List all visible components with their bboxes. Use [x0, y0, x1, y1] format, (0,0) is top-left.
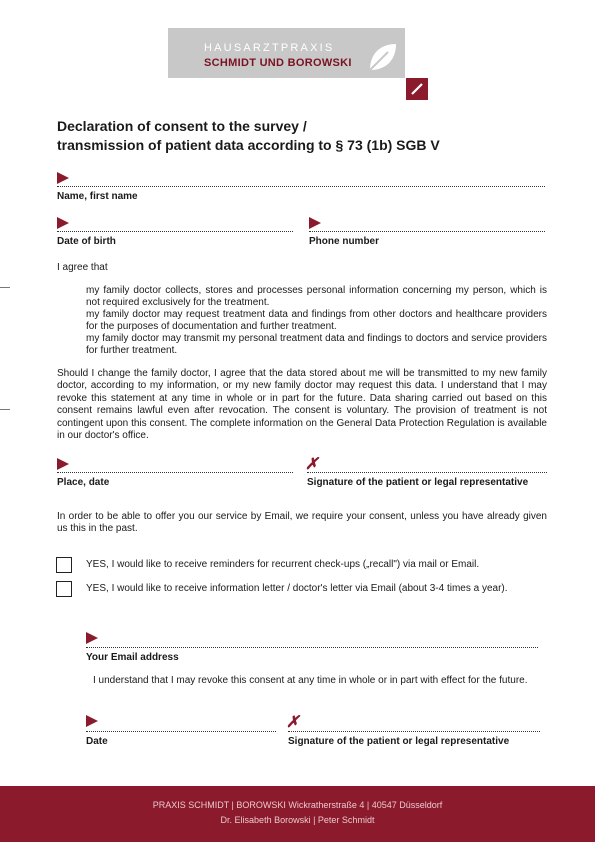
email-input-line[interactable] — [86, 647, 538, 648]
leaf-icon — [366, 40, 400, 74]
consent-item-2: my family doctor may request treatment data and findings from other doctors and healthcare providers for the purposes of documentation and further treatment. — [86, 309, 547, 333]
place-date-label: Place, date — [57, 477, 110, 488]
field-marker-icon — [86, 715, 98, 727]
signature2-input-line[interactable] — [288, 731, 540, 732]
recall-checkbox[interactable] — [56, 557, 72, 573]
signature2-label: Signature of the patient or legal representative — [288, 736, 510, 747]
place-date-input-line[interactable] — [57, 472, 293, 473]
consent-paragraph: Should I change the family doctor, I agree that the data stored about me will be transmitted to my new family doctor, according to my information, or my new family doctor may request this data. I understand that I may revoke this statement at any time in whole or in part for the future. Data sharing carried out based on this consent remains lawful even after revocation. The consent is voluntary. The provision of treatment is not contingent upon this consent. The complete information on the General Data Protection Regulation is available in our doctor's office. — [57, 368, 547, 442]
letter-option-text: YES, I would like to receive information letter / doctor's letter via Email (about 3-4 times a year). — [86, 583, 508, 594]
field-marker-icon — [86, 632, 98, 644]
fold-mark — [0, 409, 10, 410]
name-label: Name, first name — [57, 191, 138, 202]
logo-line-1: HAUSARZTPRAXIS — [204, 42, 335, 54]
agree-text: I agree that — [57, 262, 108, 273]
footer-bar — [0, 786, 595, 842]
name-input-line[interactable] — [57, 186, 545, 187]
consent-item-1: my family doctor collects, stores and processes personal information concerning my person, which is not required exclusively for the treatment. — [86, 285, 547, 309]
signature-label: Signature of the patient or legal representative — [307, 477, 529, 488]
title-line-1: Declaration of consent to the survey / — [57, 118, 307, 134]
signature-input-line[interactable] — [307, 472, 547, 473]
dob-label: Date of birth — [57, 236, 116, 247]
logo-line-2: SCHMIDT UND BOROWSKI — [204, 57, 352, 69]
recall-option-text: YES, I would like to receive reminders for recurrent check-ups („recall") via mail or Email. — [86, 559, 480, 570]
field-marker-icon — [309, 217, 321, 229]
date-label: Date — [86, 736, 108, 747]
footer-address: PRAXIS SCHMIDT | BOROWSKI Wickratherstraße 4 | 40547 Düsseldorf — [152, 800, 443, 810]
signature-x-icon: ✗ — [305, 456, 319, 473]
consent-item-3: my family doctor may transmit my personal treatment data and findings to doctors and service providers for further treatment. — [86, 333, 547, 357]
title-line-2: transmission of patient data according to § 73 (1b) SGB V — [57, 137, 440, 153]
field-marker-icon — [57, 172, 69, 184]
email-label: Your Email address — [86, 652, 179, 663]
date-input-line[interactable] — [86, 731, 276, 732]
phone-label: Phone number — [309, 236, 380, 247]
dob-input-line[interactable] — [57, 231, 293, 232]
phone-input-line[interactable] — [309, 231, 545, 232]
diagonal-mark-icon — [406, 78, 428, 100]
field-marker-icon — [57, 458, 69, 470]
signature-x-icon: ✗ — [286, 714, 300, 731]
email-intro-text: In order to be able to offer you our service by Email, we require your consent, unless you have already given us this in the past. — [57, 511, 547, 535]
field-marker-icon — [57, 217, 69, 229]
fold-mark — [0, 287, 10, 288]
footer-doctors: Dr. Elisabeth Borowski | Peter Schmidt — [220, 815, 375, 825]
letter-checkbox[interactable] — [56, 581, 72, 597]
page-title — [57, 117, 440, 155]
revoke-text: I understand that I may revoke this consent at any time in whole or in part with effect for the future. — [93, 675, 528, 686]
